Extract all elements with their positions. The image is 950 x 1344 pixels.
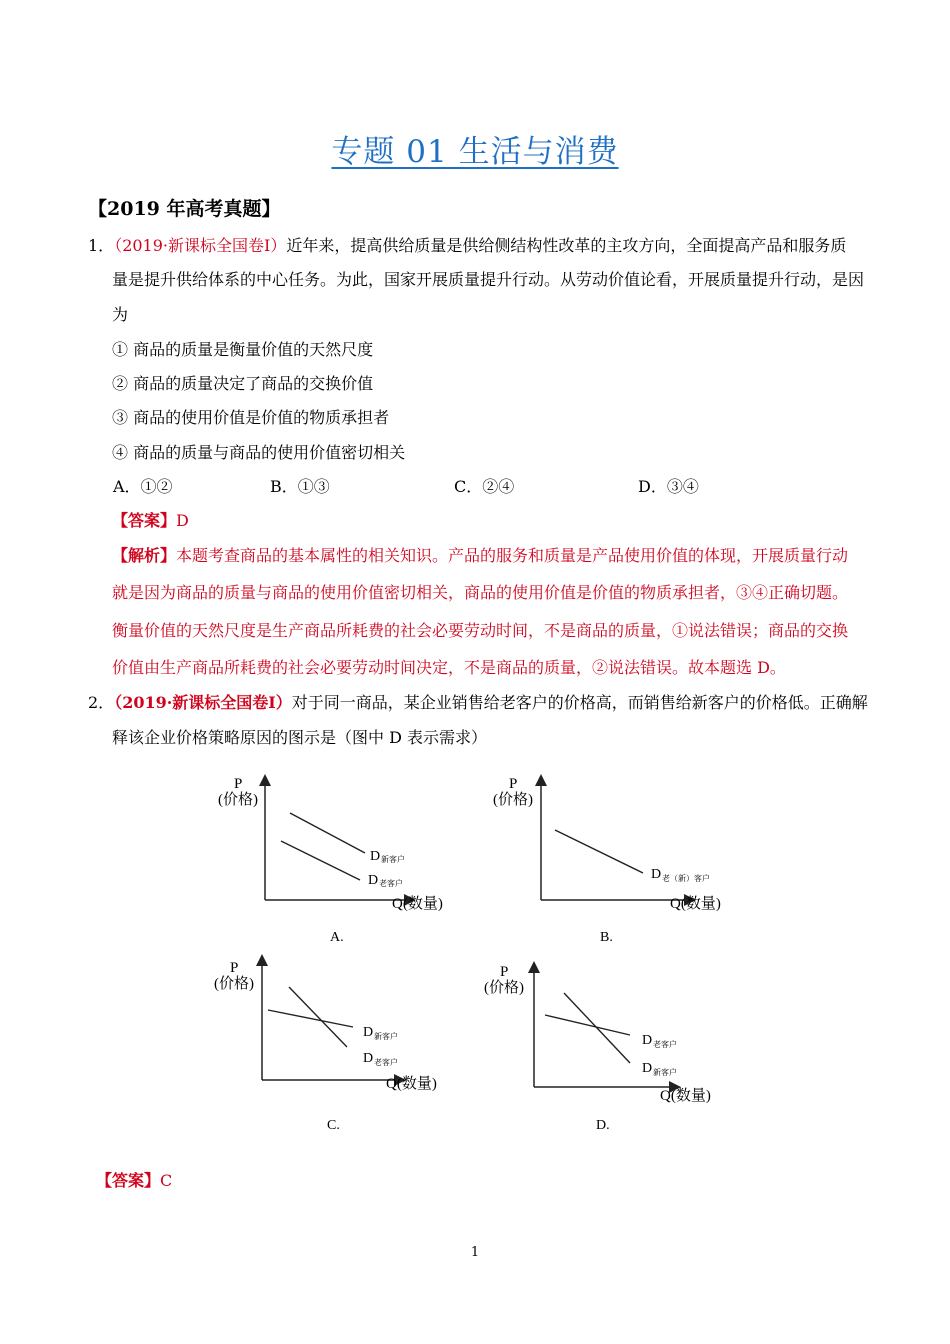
question-number: 1． — [88, 236, 115, 255]
analysis-line-3: 衡量价值的天然尺度是生产商品所耗费的社会必要劳动时间，不是商品的质量，①说法错误；商品的交换 — [112, 621, 849, 640]
old-customer-label: 老客户 — [653, 1040, 677, 1049]
question-number: 2． — [88, 693, 115, 712]
demand-curve-new — [268, 1010, 353, 1027]
question-2-line-2: 释该企业价格策略原因的图示是（图中 D 表示需求） — [112, 728, 488, 747]
page-title: 专题 01 生活与消费 — [331, 134, 619, 170]
graph-c — [214, 960, 437, 1133]
new-customer-label: 新客户 — [653, 1068, 677, 1077]
new-customer-label: 新客户 — [374, 1032, 398, 1041]
demand-curve-old — [289, 987, 347, 1047]
d-label: D — [363, 1051, 374, 1066]
q-label: Q(数量) — [660, 1088, 711, 1104]
demand-graphs — [0, 760, 950, 1140]
question-1-line-3: 为 — [112, 305, 129, 324]
price-label: (价格) — [218, 792, 258, 808]
old-customer-label: 老客户 — [374, 1058, 398, 1067]
option-b: B．①③ — [270, 477, 330, 496]
p-label: P — [500, 964, 509, 980]
option-c: C．②④ — [454, 477, 515, 496]
d-label: D — [642, 1061, 653, 1076]
option-d: D．③④ — [638, 477, 699, 496]
question-1-line-1 — [88, 236, 846, 256]
graph-b — [493, 776, 721, 945]
caption-c: C. — [327, 1118, 340, 1133]
question-1-line-2: 量是提升供给体系的中心任务。为此，国家开展质量提升行动。从劳动价值论看，开展质量提升行动，是因 — [112, 270, 865, 289]
question-2-line-1 — [88, 693, 868, 713]
statement-4: ④ 商品的质量与商品的使用价值密切相关 — [112, 443, 406, 462]
analysis-text: 本题考查商品的基本属性的相关知识。产品的服务和质量是产品使用价值的体现，开展质量行动 — [176, 546, 849, 565]
price-label: (价格) — [484, 980, 524, 996]
demand-curve-new — [564, 993, 630, 1063]
question-text: 近年来，提高供给质量是供给侧结构性改革的主攻方向，全面提高产品和服务质 — [286, 236, 847, 255]
question-source: （2019·新课标全国卷Ⅰ） — [114, 693, 292, 712]
statement-2: ② 商品的质量决定了商品的交换价值 — [112, 374, 374, 393]
option-a: A．①② — [113, 477, 173, 496]
analysis-line-4: 价值由生产商品所耗费的社会必要劳动时间决定，不是商品的质量，②说法错误。故本题选 D。 — [112, 658, 786, 677]
p-label: P — [509, 776, 518, 792]
answer-value: C — [160, 1171, 173, 1190]
d-label: D — [651, 867, 662, 882]
d-label: D — [370, 849, 381, 864]
statement-3: ③ 商品的使用价值是价值的物质承担者 — [112, 408, 390, 427]
answer-label: 【答案】 — [96, 1171, 161, 1190]
demand-curve-old-new — [555, 830, 643, 873]
analysis-line-1 — [112, 546, 848, 566]
analysis-line-2: 就是因为商品的质量与商品的使用价值密切相关，商品的使用价值是价值的物质承担者，③④正确切题。 — [112, 583, 849, 602]
statement-1: ① 商品的质量是衡量价值的天然尺度 — [112, 340, 374, 359]
price-label: (价格) — [493, 792, 533, 808]
old-customer-label: 老客户 — [379, 879, 403, 888]
d-label: D — [363, 1025, 374, 1040]
caption-a: A. — [330, 930, 344, 945]
demand-curve-new — [290, 813, 365, 853]
question-text: 对于同一商品，某企业销售给老客户的价格高，而销售给新客户的价格低。正确解 — [291, 693, 868, 712]
q-label: Q(数量) — [670, 896, 721, 912]
d-label: D — [642, 1033, 653, 1048]
answer-2 — [96, 1171, 172, 1191]
answer-options — [0, 477, 950, 497]
graph-d — [484, 964, 711, 1133]
graph-a — [218, 776, 443, 945]
caption-b: B. — [600, 930, 613, 945]
question-source: （2019·新课标全国卷Ⅰ） — [114, 236, 287, 255]
old-new-customer-label: 老（新）客户 — [662, 874, 710, 883]
price-label: (价格) — [214, 976, 254, 992]
answer-label: 【答案】 — [112, 511, 177, 530]
p-label: P — [230, 960, 239, 976]
analysis-label: 【解析】 — [112, 546, 177, 565]
d-label: D — [368, 873, 379, 888]
demand-curve-old — [281, 841, 360, 880]
section-heading: 【2019 年高考真题】 — [88, 198, 281, 220]
new-customer-label: 新客户 — [381, 855, 405, 864]
page-number: 1 — [470, 1245, 480, 1260]
answer-1 — [112, 511, 189, 531]
p-label: P — [234, 776, 243, 792]
caption-d: D. — [596, 1118, 610, 1133]
q-label: Q(数量) — [386, 1076, 437, 1092]
answer-value: D — [176, 511, 189, 530]
q-label: Q(数量) — [392, 896, 443, 912]
